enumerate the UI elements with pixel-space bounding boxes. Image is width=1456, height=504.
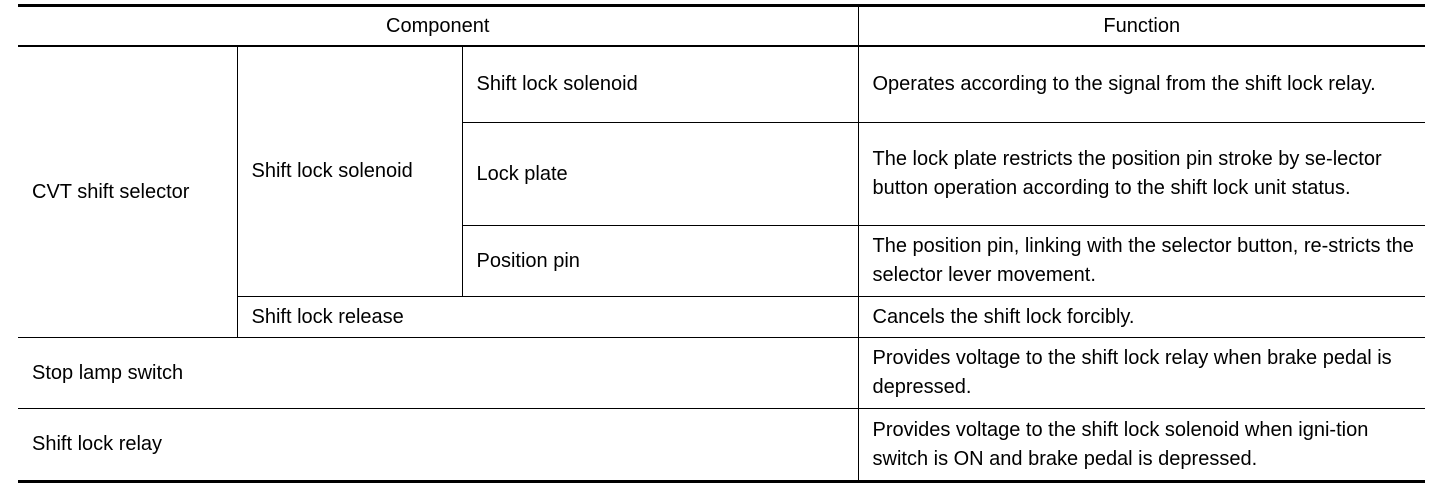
shift-lock-relay-name: Shift lock relay xyxy=(18,409,858,482)
shift-lock-solenoid-name: Shift lock solenoid xyxy=(462,46,858,123)
lock-plate-name: Lock plate xyxy=(462,123,858,226)
table-row xyxy=(18,338,1425,409)
shift-lock-release-name: Shift lock release xyxy=(237,297,858,338)
lock-plate-function: The lock plate restricts the position pin stroke by se-lector button operation according to the shift lock unit status. xyxy=(858,123,1425,226)
stop-lamp-switch-function: Provides voltage to the shift lock relay when brake pedal is depressed. xyxy=(858,338,1425,409)
stop-lamp-switch-name: Stop lamp switch xyxy=(18,338,858,409)
shift-lock-solenoid-group-cell: Shift lock solenoid xyxy=(237,46,462,297)
header-row xyxy=(18,6,1425,47)
position-pin-name: Position pin xyxy=(462,226,858,297)
component-function-table xyxy=(18,4,1425,483)
header-component: Component xyxy=(18,6,858,47)
shift-lock-solenoid-function: Operates according to the signal from the shift lock relay. xyxy=(858,46,1425,123)
position-pin-function: The position pin, linking with the selector button, re-stricts the selector lever movement. xyxy=(858,226,1425,297)
table-row xyxy=(18,409,1425,482)
table-row xyxy=(18,46,1425,123)
header-function: Function xyxy=(858,6,1425,47)
shift-lock-relay-function: Provides voltage to the shift lock solenoid when igni-tion switch is ON and brake pedal is depressed. xyxy=(858,409,1425,482)
shift-lock-release-function: Cancels the shift lock forcibly. xyxy=(858,297,1425,338)
cvt-shift-selector-cell: CVT shift selector xyxy=(18,46,237,338)
